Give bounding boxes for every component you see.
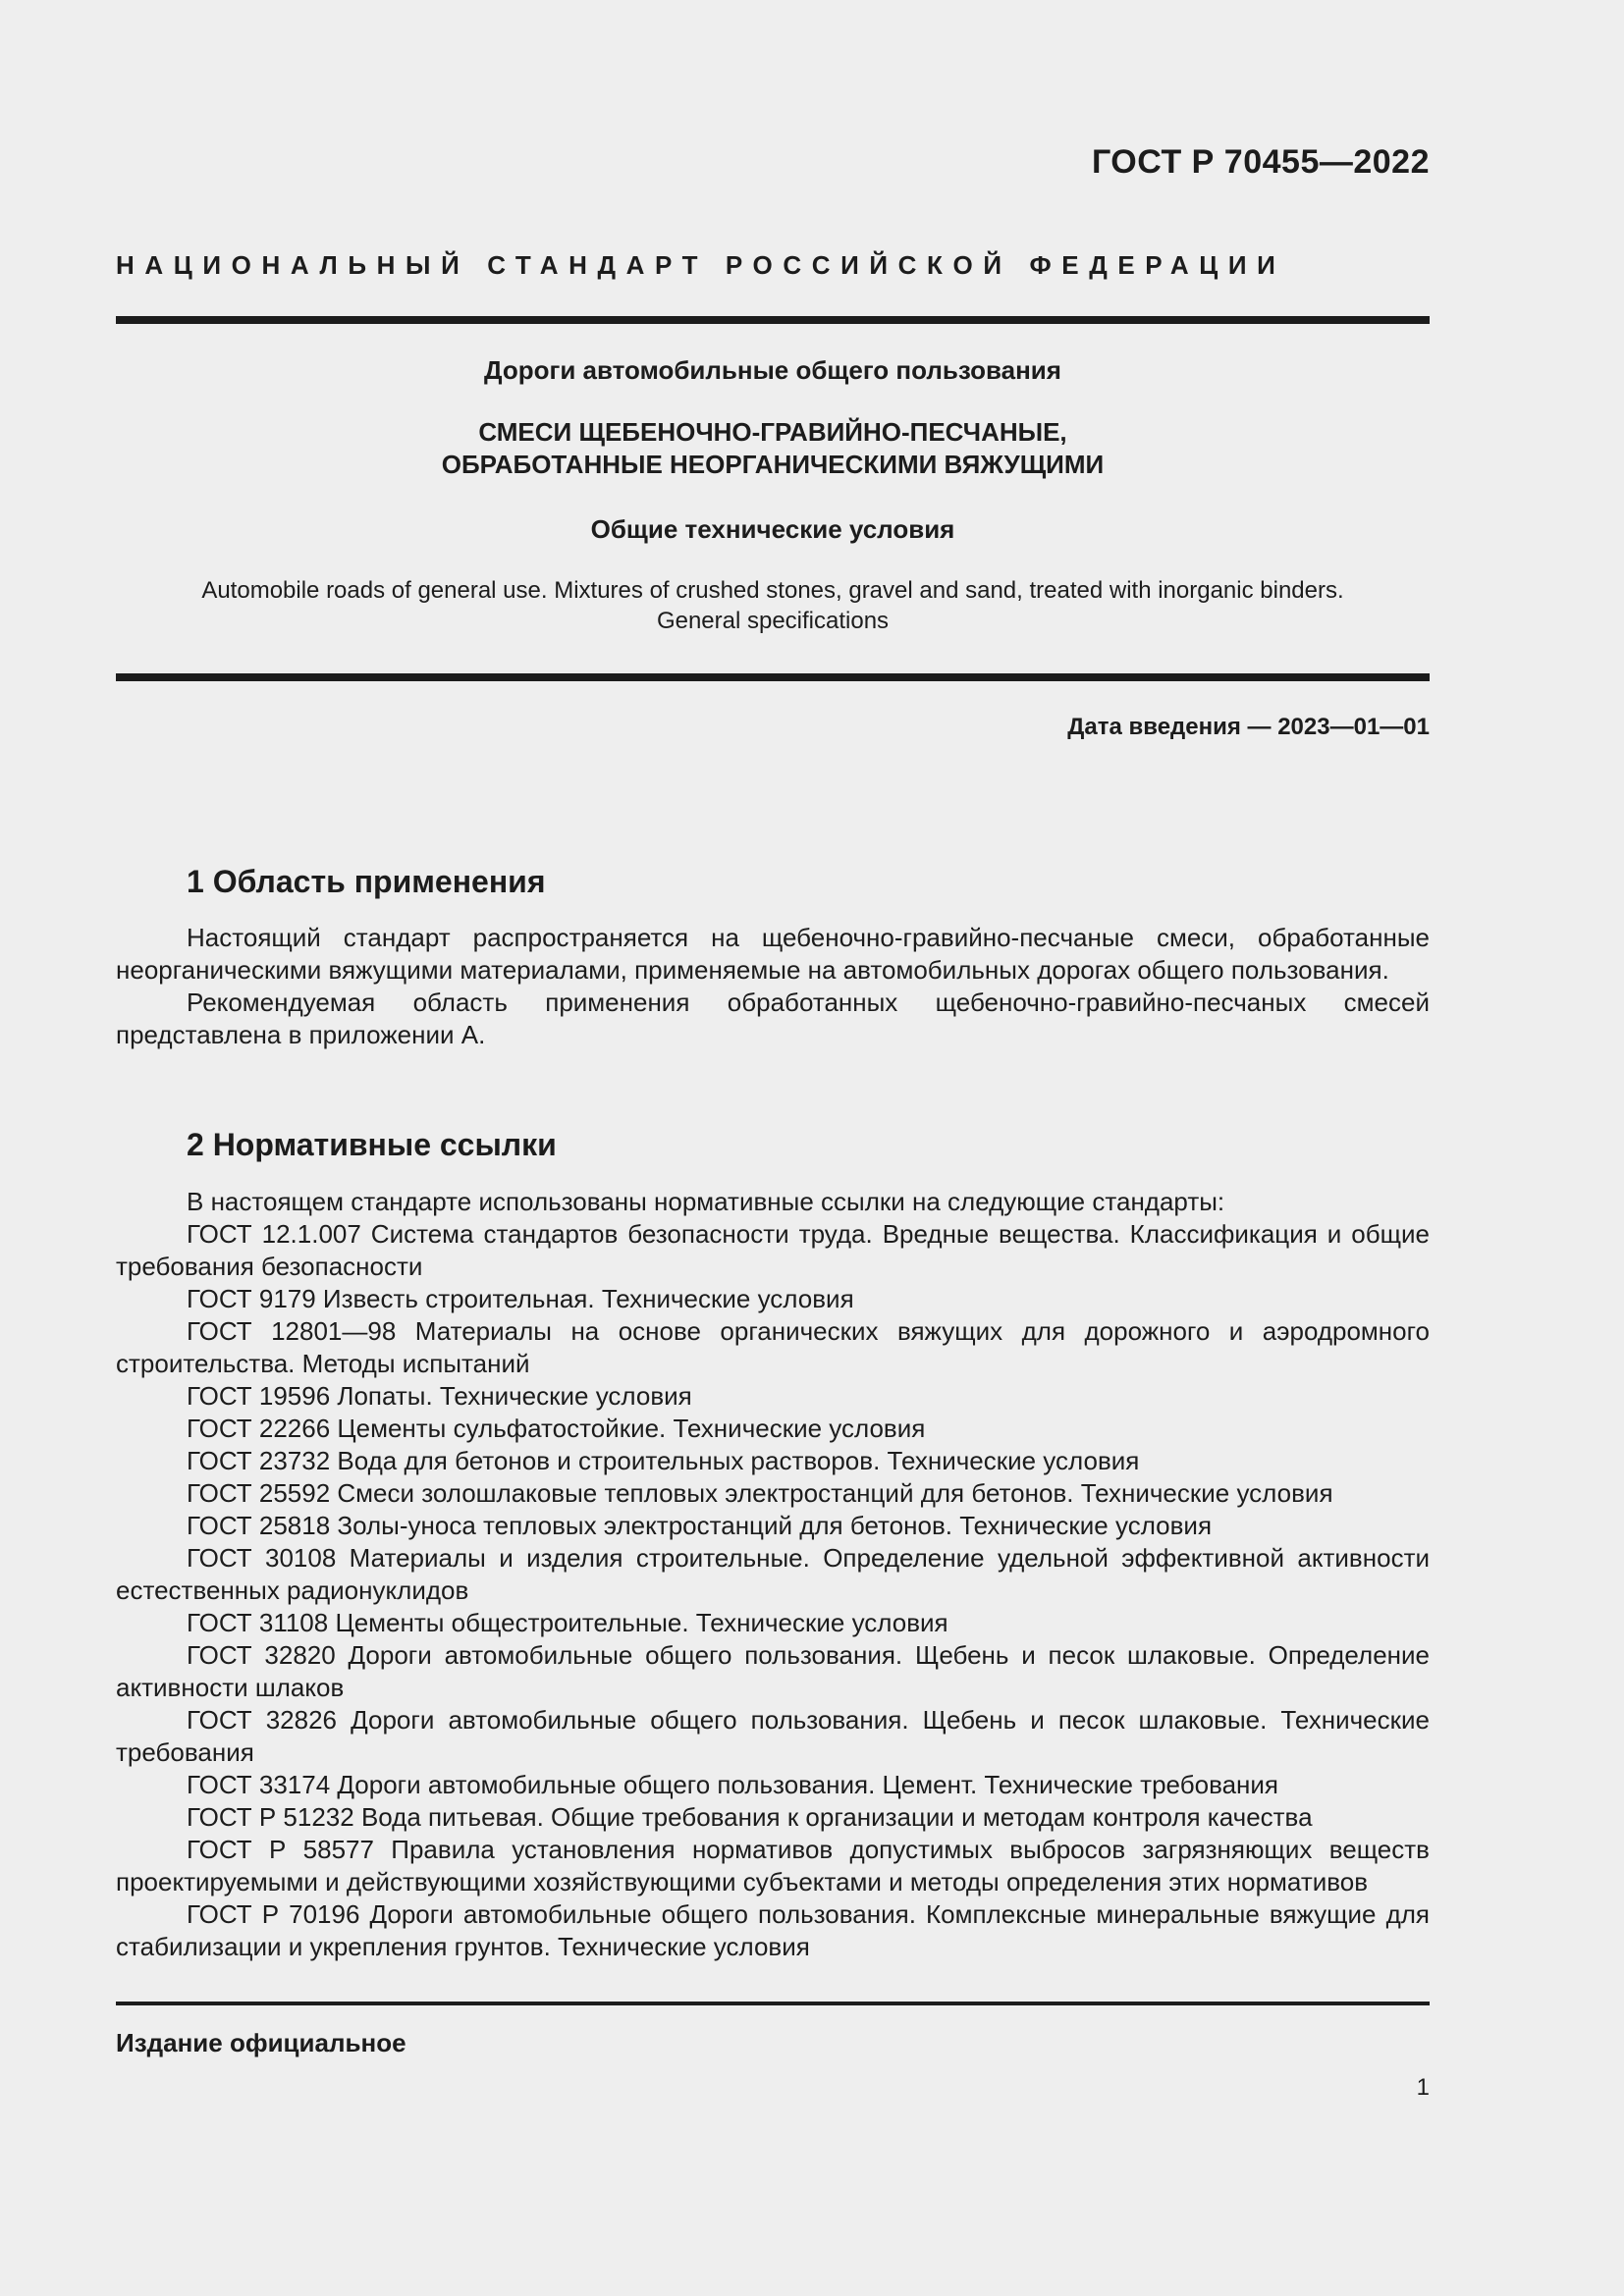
reference-item: ГОСТ Р 58577 Правила установления нормативов допустимых выбросов загрязняющих веществ проектируемыми и действующими хозяйствующими субъектами и методы определения этих нормативов [116, 1835, 1430, 1896]
reference-item: ГОСТ 25818 Золы-уноса тепловых электростанций для бетонов. Технические условия [187, 1511, 1213, 1540]
effective-date: Дата введения — 2023—01—01 [1067, 714, 1430, 740]
section-1-heading: 1 Область применения [187, 864, 546, 899]
reference-item: ГОСТ 12801—98 Материалы на основе органических вяжущих для дорожного и аэродромного строительства. Методы испытаний [116, 1316, 1430, 1378]
section-2-heading: 2 Нормативные ссылки [187, 1127, 557, 1162]
national-standard-banner: НАЦИОНАЛЬНЫЙ СТАНДАРТ РОССИЙСКОЙ ФЕДЕРАЦИИ [116, 250, 1286, 280]
paragraph: Настоящий стандарт распространяется на щебеночно-гравийно-песчаные смеси, обработанные неорганическими вяжущими материалами, применяемые на автомобильных дорогах общего пользования. [116, 923, 1430, 985]
section-2-body [116, 1186, 1430, 1963]
english-title-line-1: Automobile roads of general use. Mixtures of crushed stones, gravel and sand, treated with inorganic binders. [201, 577, 1344, 604]
reference-item: ГОСТ 9179 Известь строительная. Технические условия [187, 1284, 854, 1313]
reference-item: ГОСТ 22266 Цементы сульфатостойкие. Технические условия [187, 1414, 926, 1443]
standard-code: ГОСТ Р 70455—2022 [1091, 143, 1430, 181]
title-line-2: ОБРАБОТАННЫЕ НЕОРГАНИЧЕСКИМИ ВЯЖУЩИМИ [441, 450, 1105, 479]
document-subtitle: Общие технические условия [590, 514, 955, 544]
title-line-1: СМЕСИ ЩЕБЕНОЧНО-ГРАВИЙНО-ПЕСЧАНЫЕ, [478, 417, 1067, 447]
document-title [116, 416, 1430, 481]
reference-item: ГОСТ Р 70196 Дороги автомобильные общего пользования. Комплексные минеральные вяжущие для стабилизации и укрепления грунтов. Технические условия [116, 1899, 1430, 1961]
references-intro: В настоящем стандарте использованы нормативные ссылки на следующие стандарты: [187, 1187, 1225, 1216]
reference-item: ГОСТ 12.1.007 Система стандартов безопасности труда. Вредные вещества. Классификация и общие требования безопасности [116, 1219, 1430, 1281]
reference-item: ГОСТ 19596 Лопаты. Технические условия [187, 1381, 692, 1411]
reference-item: ГОСТ Р 51232 Вода питьевая. Общие требования к организации и методам контроля качества [187, 1802, 1313, 1832]
reference-item: ГОСТ 25592 Смеси золошлаковые тепловых электростанций для бетонов. Технические условия [187, 1478, 1333, 1508]
english-title [116, 575, 1430, 636]
official-edition-label: Издание официальное [116, 2028, 406, 2057]
page-number: 1 [1416, 2074, 1430, 2101]
reference-item: ГОСТ 33174 Дороги автомобильные общего пользования. Цемент. Технические требования [187, 1770, 1279, 1799]
reference-item: ГОСТ 32826 Дороги автомобильные общего пользования. Щебень и песок шлаковые. Технические требования [116, 1705, 1430, 1767]
paragraph: Рекомендуемая область применения обработанных щебеночно-гравийно-песчаных смесей представлена в приложении А. [116, 988, 1430, 1049]
title-divider [116, 673, 1430, 681]
english-title-line-2: General specifications [656, 608, 890, 634]
document-subject: Дороги автомобильные общего пользования [484, 355, 1061, 385]
reference-item: ГОСТ 30108 Материалы и изделия строительные. Определение удельной эффективной активности естественных радионуклидов [116, 1543, 1430, 1605]
footer-divider [116, 2002, 1430, 2005]
reference-item: ГОСТ 31108 Цементы общестроительные. Технические условия [187, 1608, 948, 1637]
reference-item: ГОСТ 32820 Дороги автомобильные общего пользования. Щебень и песок шлаковые. Определение активности шлаков [116, 1640, 1430, 1702]
section-1-body [116, 922, 1430, 1051]
reference-item: ГОСТ 23732 Вода для бетонов и строительных растворов. Технические условия [187, 1446, 1140, 1475]
top-divider [116, 316, 1430, 324]
